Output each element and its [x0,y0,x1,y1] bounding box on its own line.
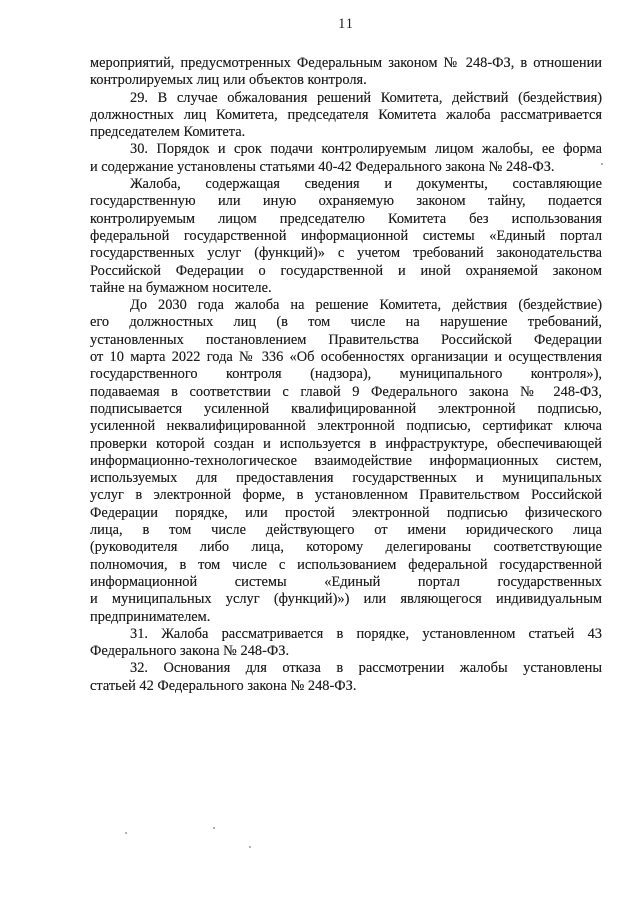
text-line: тайне на бумажном носителе. [90,279,272,296]
text-line: контролируемым лицом председателю Комитета без использования [90,210,602,227]
text-line: усиленной неквалифицированной электронной подписью, сертификат ключа [90,418,602,435]
text-line: и муниципальных услуг (функций)») или являющегося индивидуальным [90,591,602,608]
text-line: государственного контроля (надзора), муниципального контроля»), [90,366,602,383]
text-line: государственных услуг (функций)» с учетом требований законодательства [90,245,602,262]
text-line: его должностных лиц (в том числе на нарушение требований, [90,314,602,331]
text-line: и содержание установлены статьями 40-42 Федерального закона № 248-ФЗ. [90,158,555,175]
text-line: контролируемых лиц или объектов контроля. [90,72,367,89]
paragraph [90,297,602,626]
text-line: 31. Жалоба рассматривается в порядке, установленном статьей 43 [130,625,602,642]
text-line: 32. Основания для отказа в рассмотрении жалобы установлены [130,660,602,677]
text-line: Федерации порядке, или простой электронной подписью физического [90,504,602,521]
text-line: используемых для предоставления государственных и муниципальных [90,470,602,487]
text-line: подписывается усиленной квалифицированной электронной подписью, [90,400,602,417]
text-block [90,55,602,695]
text-line: государственную или иную охраняемую законом тайну, подается [90,193,602,210]
text-line: должностных лиц Комитета, председателя Комитета жалоба рассматривается [90,106,602,123]
text-line: Российской Федерации о государственной и иной охраняемой законом [90,262,602,279]
text-line: предпринимателем. [90,608,211,625]
text-line: полномочия, в том числе с использованием федеральной государственной [90,556,602,573]
text-line: федеральной государственной информационной системы «Единый портал [90,227,602,244]
paragraph [90,90,602,142]
text-line: информационно-технологическое взаимодействие информационных систем, [90,452,602,469]
paragraph [90,660,602,695]
text-line: (руководителя либо лица, которому делегированы соответствующие [90,539,602,556]
text-line: установленных постановлением Правительства Российской Федерации [90,331,602,348]
text-line: До 2030 года жалоба на решение Комитета, действия (бездействие) [130,297,602,314]
text-line: услуг в электронной форме, в установленном Правительством Российской [90,487,602,504]
scan-speck [601,163,603,165]
scan-speck [213,827,215,829]
text-line: Федерального закона № 248-ФЗ. [90,643,290,660]
paragraph [90,626,602,661]
text-line: мероприятий, предусмотренных Федеральным законом № 248-ФЗ, в отношении [90,55,602,71]
text-line: 30. Порядок и срок подачи контролируемым лицом жалобы, ее форма [130,141,602,158]
text-line: 29. В случае обжалования решений Комитета, действий (бездействия) [130,89,602,106]
text-line: статьей 42 Федерального закона № 248-ФЗ. [90,677,357,694]
text-line: проверки которой создан и используется в инфраструктуре, обеспечивающей [90,435,602,452]
scan-speck [249,846,251,848]
paragraph [90,141,602,176]
text-line: подаваемая в соответствии с главой 9 Федерального закона № 248-ФЗ, [90,383,602,400]
paragraph [90,55,602,90]
text-line: председателем Комитета. [90,124,246,141]
text-line: от 10 марта 2022 года № 336 «Об особенностях организации и осуществления [90,349,602,366]
text-line: лица, в том числе действующего от имени юридического лица [90,522,602,539]
paragraph [90,176,602,297]
scan-speck [125,832,127,834]
page-number: 11 [338,16,354,32]
text-line: Жалоба, содержащая сведения и документы, составляющие [130,176,602,193]
text-line: информационной системы «Единый портал государственных [90,573,602,590]
